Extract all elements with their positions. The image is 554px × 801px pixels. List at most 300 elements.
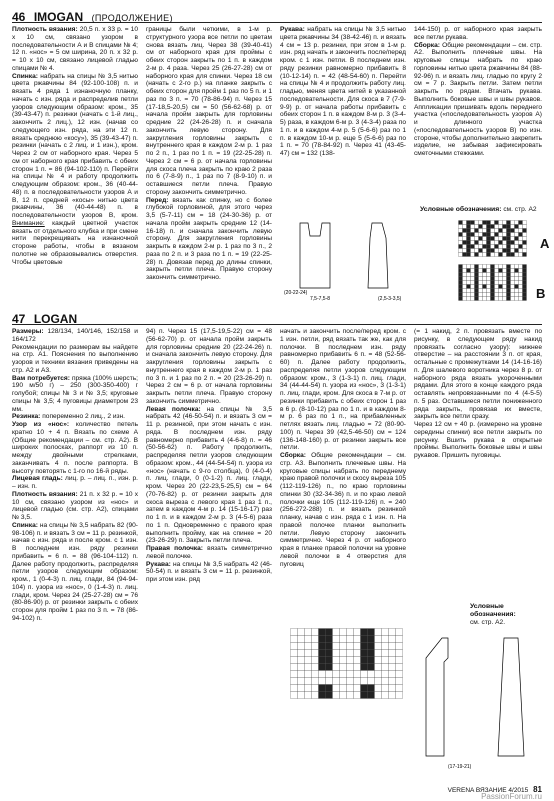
chart-cell (499, 249, 503, 253)
imogan-column-1 (12, 26, 138, 308)
logan-column-1 (12, 328, 138, 790)
chart-cell (475, 225, 479, 229)
chart-cell (396, 671, 403, 678)
chart-cell (463, 269, 467, 273)
chart-cell (467, 273, 471, 277)
chart-cell (396, 629, 403, 636)
chart-cell (305, 650, 312, 657)
chart-cell (515, 225, 519, 229)
chart-cell (495, 229, 499, 233)
chart-cell (487, 297, 491, 301)
chart-cell (491, 269, 495, 273)
chart-cell (491, 273, 495, 277)
chart-cell (319, 678, 326, 685)
chart-cell (382, 657, 389, 664)
chart-cell (499, 297, 503, 301)
chart-cell (333, 650, 340, 657)
chart-cell (483, 245, 487, 249)
chart-cell (523, 289, 527, 293)
chart-cell (312, 643, 319, 650)
chart-cell (491, 229, 495, 233)
chart-cell (298, 678, 305, 685)
chart-cell (503, 253, 507, 257)
chart-cell (523, 221, 527, 225)
chart-cell (519, 289, 523, 293)
chart-cell (326, 629, 333, 636)
chart-cell (361, 671, 368, 678)
chart-cell (361, 664, 368, 671)
chart-cell (523, 225, 527, 229)
chart-cell (503, 249, 507, 253)
logan-col3-paragraph: Сборка: Общие рекомендации – см. стр. А3. Выполнить плечевые швы. На круговые спицы набрать по переднему краю правой полочки и скосу выреза 105 (112-119-126) п., по краю горловины спинки 30 (32-34-36) п. и по краю левой полочки еще 105 (112-119-126) п. = 240 (256-272-288) п. и вязать резинкой планку, начав с изн. ряда с 1 изн. п. На правой полочке планки выполнить петли. Левую сторону закончить симметрично. Через 4 р. от наборного края в планке правой полочки на уровне левой полочки в 4 отверстия для пуговиц (280, 452, 406, 568)
chart-cell (507, 293, 511, 297)
chart-cell (347, 692, 354, 699)
chart-cell (463, 221, 467, 225)
chart-cell (523, 253, 527, 257)
chart-cell (375, 636, 382, 643)
logan-sleeve-bottom: (17-19-21) (448, 764, 472, 770)
chart-cell (319, 685, 326, 692)
chart-cell (326, 636, 333, 643)
logan-col2-paragraph: 94) п. Через 15 (17,5-19,5-22) см = 48 (56-62-70) р. от начала пройм закрыть для горловины средние 20 (22-24-26) п. и сначала закончить левую сторону. Для закругления горловины закрыть с внутреннего края в каждом 2-м р. 1 раз по 3 п. и 1 раз по 2 п. = 20 (23-26-29) п. Через 2 см = 6 р. от начала горловины закрыть петли плеча. Правую сторону закончить симметрично. (146, 328, 272, 405)
chart-cell (340, 650, 347, 657)
chart-cell (298, 650, 305, 657)
logan-column-2 (146, 328, 272, 790)
chart-cell (361, 678, 368, 685)
logan-title: LOGAN (33, 312, 78, 326)
chart-cell (368, 657, 375, 664)
chart-cell (389, 671, 396, 678)
chart-cell (375, 678, 382, 685)
chart-cell (375, 657, 382, 664)
chart-cell (340, 692, 347, 699)
chart-cell (511, 249, 515, 253)
chart-cell (487, 253, 491, 257)
legend-title: Условные обозначения: (420, 206, 502, 213)
chart-cell (463, 241, 467, 245)
chart-cell (475, 281, 479, 285)
chart-cell (479, 281, 483, 285)
chart-cell (507, 233, 511, 237)
chart-cell (491, 285, 495, 289)
chart-cell (507, 277, 511, 281)
chart-cell (382, 692, 389, 699)
chart-cell (487, 241, 491, 245)
chart-cell (507, 289, 511, 293)
chart-cell (515, 245, 519, 249)
chart-cell (396, 636, 403, 643)
chart-cell (519, 293, 523, 297)
chart-cell (475, 293, 479, 297)
chart-cell (471, 237, 475, 241)
chart-cell (312, 671, 319, 678)
chart-cell (495, 221, 499, 225)
chart-cell (499, 285, 503, 289)
chart-cell (459, 253, 463, 257)
chart-cell (326, 685, 333, 692)
chart-cell (507, 229, 511, 233)
chart-cell (515, 277, 519, 281)
chart-cell (503, 273, 507, 277)
chart-cell (495, 293, 499, 297)
chart-cell (503, 293, 507, 297)
chart-cell (382, 678, 389, 685)
chart-cell (467, 233, 471, 237)
chart-cell (459, 221, 463, 225)
chart-cell (495, 225, 499, 229)
chart-cell (291, 650, 298, 657)
chart-cell (333, 657, 340, 664)
chart-cell (511, 289, 515, 293)
chart-cell (389, 692, 396, 699)
chart-cell (459, 233, 463, 237)
chart-cell (519, 229, 523, 233)
chart-cell (475, 273, 479, 277)
chart-cell (340, 685, 347, 692)
chart-cell (354, 685, 361, 692)
chart-cell (519, 221, 523, 225)
chart-cell (333, 685, 340, 692)
chart-cell (483, 277, 487, 281)
chart-cell (333, 692, 340, 699)
chart-cell (382, 636, 389, 643)
chart-cell (491, 277, 495, 281)
chart-cell (503, 237, 507, 241)
chart-cell (523, 249, 527, 253)
chart-cell (298, 636, 305, 643)
chart-cell (483, 297, 487, 301)
chart-cell (507, 285, 511, 289)
chart-cell (471, 253, 475, 257)
chart-cell (326, 692, 333, 699)
chart-cell (312, 678, 319, 685)
chart-cell (382, 671, 389, 678)
chart-cell (291, 629, 298, 636)
imogan-col2-paragraph: Перед: вязать как спинку, но с более глубокой горловиной, для этого через 3,5 (5-7-11) см = 18 (24-30-36) р. от начала пройм закрыть средние 12 (14-16-18) п. и сначала закончить левую сторону. Для закругления горловины закрыть в каждом 2-м р. 1 раз по 3 п., 2 раза по 2 п. и 3 раза по 1 п. = 19 (22-25-28) п. Довязав перед до длины спинки, закрыть петли плеча. Правую сторону закончить симметрично. (146, 196, 272, 281)
logan-col1-paragraph: Лицевая гладь: лиц. р. – лиц. п., изн. р. – изн. п. (12, 475, 138, 490)
chart-cell (375, 692, 382, 699)
chart-cell (389, 629, 396, 636)
chart-cell (340, 629, 347, 636)
chart-cell (467, 285, 471, 289)
chart-cell (519, 277, 523, 281)
chart-cell (340, 678, 347, 685)
chart-cell (483, 241, 487, 245)
chart-cell (354, 664, 361, 671)
chart-cell (487, 233, 491, 237)
chart-cell (326, 671, 333, 678)
chart-cell (467, 229, 471, 233)
chart-cell (523, 277, 527, 281)
chart-cell (511, 281, 515, 285)
chart-cell (382, 643, 389, 650)
chart-cell (483, 221, 487, 225)
chart-cell (483, 293, 487, 297)
logan-number: 47 (12, 312, 26, 326)
chart-cell (319, 636, 326, 643)
chart-cell (375, 671, 382, 678)
chart-cell (519, 285, 523, 289)
chart-cell (467, 277, 471, 281)
chart-cell (491, 221, 495, 225)
chart-cell (471, 269, 475, 273)
chart-cell (354, 650, 361, 657)
chart-cell (479, 229, 483, 233)
chart-cell (467, 249, 471, 253)
chart-cell (382, 685, 389, 692)
chart-cell (495, 281, 499, 285)
chart-cell (326, 657, 333, 664)
chart-cell (503, 297, 507, 301)
chart-cell (326, 664, 333, 671)
chart-cell (511, 277, 515, 281)
page-header (12, 8, 542, 23)
chart-cell (375, 664, 382, 671)
chart-cell (471, 289, 475, 293)
chart-cell (291, 692, 298, 699)
chart-cell (471, 241, 475, 245)
chart-cell (519, 233, 523, 237)
chart-cell (463, 225, 467, 229)
chart-cell (479, 285, 483, 289)
chart-cell (375, 629, 382, 636)
logan-col1-paragraph: Рекомендации по размерам вы найдете на стр. А1. Пояснения по выполнению узоров и техники вязания приведены на стр. А2 и А3. (12, 343, 138, 374)
logan-col1-paragraph: Размеры: 128/134, 140/146, 152/158 и 164/172 (12, 328, 138, 343)
chart-cell (515, 297, 519, 301)
chart-cell (479, 297, 483, 301)
chart-cell (491, 253, 495, 257)
chart-cell (479, 233, 483, 237)
chart-cell (483, 265, 487, 269)
chart-cell (523, 285, 527, 289)
logan-col2-paragraph: Левая полочка: на спицы № 3,5 набрать 42 (46-50-54) п. и вязать 3 см = 11 р. резинкой, при этом начать с изн. ряда. В последнем изн. ряду равномерно прибавить 4 (4-6-8) п. = 46 (50-56-62) п. Работу продолжить, распределяя петли узоров следующим образом: кром., 44 (44-54-54) п. узора из «нос» (начать с 9-го столбца), 0 (4-0-4) п. лиц. глади, 0 (0-1-2) п. лиц. глади, кром. Через 20 (22-23,5-25,5) см = 64 (70-76-82) р. от резинки закрыть для скоса выреза с левого края 1 раз 1 п., затем в каждом 4-м р. 14 (15-16-17) раз по 1 п. и в каждом 2-м р. 3 (4-5-6) раза по 1 п. Одновременно с правого края выполнить пройму, как на спинке = 20 (23-26-29) п. Закрыть петли плеча. (146, 405, 272, 545)
chart-cell (305, 685, 312, 692)
chart-cell (487, 277, 491, 281)
chart-cell (511, 237, 515, 241)
chart-cell (487, 249, 491, 253)
chart-cell (471, 277, 475, 281)
chart-cell (515, 285, 519, 289)
chart-cell (333, 629, 340, 636)
chart-cell (495, 241, 499, 245)
chart-cell (305, 671, 312, 678)
chart-cell (483, 285, 487, 289)
chart-cell (483, 237, 487, 241)
chart-cell (312, 629, 319, 636)
chart-cell (487, 269, 491, 273)
chart-cell (483, 233, 487, 237)
chart-cell (475, 297, 479, 301)
imogan-column-4 (414, 26, 542, 206)
chart-cell (298, 657, 305, 664)
chart-cell (475, 253, 479, 257)
chart-cell (495, 233, 499, 237)
chart-cell (459, 249, 463, 253)
footer-magazine: VERENA ВЯЗАНИЕ 4/2015 (447, 787, 529, 794)
chart-cell (499, 245, 503, 249)
chart-cell (511, 273, 515, 277)
chart-cell (487, 225, 491, 229)
model-title: IMOGAN (33, 10, 84, 24)
chart-cell (354, 671, 361, 678)
imogan-schematic (280, 208, 418, 304)
chart-cell (523, 241, 527, 245)
chart-cell (471, 229, 475, 233)
chart-cell (503, 281, 507, 285)
chart-cell (333, 664, 340, 671)
chart-cell (326, 643, 333, 650)
chart-cell (479, 293, 483, 297)
chart-cell (515, 265, 519, 269)
chart-cell (389, 685, 396, 692)
chart-cell (515, 233, 519, 237)
chart-cell (491, 297, 495, 301)
chart-cell (368, 643, 375, 650)
chart-cell (333, 643, 340, 650)
chart-cell (347, 664, 354, 671)
chart-cell (298, 664, 305, 671)
chart-cell (459, 297, 463, 301)
chart-cell (515, 221, 519, 225)
chart-cell (487, 229, 491, 233)
chart-cell (368, 692, 375, 699)
chart-cell (396, 643, 403, 650)
chart-cell (511, 269, 515, 273)
chart-cell (491, 289, 495, 293)
chart-cell (507, 237, 511, 241)
chart-cell (347, 685, 354, 692)
imogan-col4-paragraph: Сборка: Общие рекомендации – см. стр. А2. Выполнить плечевые швы. На круговые спицы набрать по краю горловины нитью цвета ржавчины 84 (88-92-96) п. и вязать лиц. гладью по кругу 2 см = 7 р. Закрыть петли. Затем петли закрыть по рядам. Втачать рукава. Выполнить боковые швы и швы рукавов. Аппликации пришивать вдоль переднего участка («последовательность узоров А) и длинного участка («последовательность узоров В) по изн. стороне, чтобы дополнительно закрепить изделие, не забывая зафиксировать сметочными стежками. (414, 41, 542, 157)
chart-cell (467, 225, 471, 229)
chart-cell (507, 265, 511, 269)
chart-cell (483, 281, 487, 285)
chart-cell (507, 281, 511, 285)
chart-cell (495, 273, 499, 277)
footer-page: 81 (533, 785, 542, 794)
chart-cell (475, 269, 479, 273)
chart-cell (298, 671, 305, 678)
chart-cell (467, 265, 471, 269)
chart-cell (523, 273, 527, 277)
chart-cell (495, 277, 499, 281)
chart-cell (291, 678, 298, 685)
model-subtitle: (ПРОДОЛЖЕНИЕ) (91, 13, 173, 23)
chart-cell (459, 245, 463, 249)
chart-cell (389, 636, 396, 643)
chart-cell (483, 225, 487, 229)
chart-cell (463, 249, 467, 253)
chart-cell (291, 643, 298, 650)
chart-cell (515, 269, 519, 273)
chart-cell (467, 237, 471, 241)
chart-cell (479, 249, 483, 253)
chart-cell (503, 241, 507, 245)
chart-cell (305, 678, 312, 685)
chart-cell (459, 281, 463, 285)
chart-cell (340, 657, 347, 664)
chart-cell (475, 221, 479, 225)
chart-cell (491, 237, 495, 241)
chart-cell (475, 249, 479, 253)
chart-cell (467, 297, 471, 301)
logan-pattern-chart (290, 628, 408, 706)
chart-cell (503, 221, 507, 225)
chart-cell (499, 289, 503, 293)
chart-cell (503, 269, 507, 273)
chart-cell (368, 629, 375, 636)
chart-cell (499, 277, 503, 281)
chart-cell (479, 237, 483, 241)
chart-cell (507, 253, 511, 257)
pattern-chart-b (458, 264, 530, 304)
chart-cell (499, 241, 503, 245)
chart-cell (463, 253, 467, 257)
chart-cell (511, 253, 515, 257)
logan-col1-paragraph: Вам потребуется: пряжа (100% шерсть; 190 м/50 г) – 250 (300-350-400) г голубой; спицы № 3 и № 3,5; круговые спицы № 3,5; 4 пуговицы диаметром 23 мм. (12, 374, 138, 413)
chart-cell (375, 650, 382, 657)
chart-cell (382, 650, 389, 657)
chart-cell (495, 265, 499, 269)
chart-cell (483, 229, 487, 233)
chart-cell (487, 285, 491, 289)
pattern-label-b: B (536, 286, 546, 301)
chart-cell (467, 245, 471, 249)
chart-cell (495, 289, 499, 293)
chart-cell (487, 293, 491, 297)
logan-col1-paragraph: Плотность вязания: 21 п. х 32 р. = 10 х 10 см, связано узором из «нос» и лицевой гладью (см. стр. А2), спицами № 3,5. (12, 490, 138, 521)
chart-cell (475, 289, 479, 293)
chart-cell (463, 233, 467, 237)
chart-cell (519, 273, 523, 277)
chart-cell (511, 293, 515, 297)
chart-cell (459, 269, 463, 273)
chart-cell (503, 289, 507, 293)
chart-cell (333, 636, 340, 643)
chart-cell (354, 636, 361, 643)
chart-cell (291, 664, 298, 671)
chart-cell (511, 265, 515, 269)
chart-cell (291, 685, 298, 692)
chart-cell (463, 281, 467, 285)
chart-cell (319, 692, 326, 699)
chart-cell (475, 229, 479, 233)
logan-col1-paragraph: Узор из «нос»: количество петель кратно 10 + 4 п. Вязать по схеме А (Общие рекомендации – см. стр. А2). В широких полосках, раппорт из 10 п. между двойными стрелками, заканчивать 4 п. после раппорта. В высоту повторять с 1-го по 16-й ряды. (12, 421, 138, 475)
chart-cell (361, 657, 368, 664)
chart-cell (389, 643, 396, 650)
chart-cell (368, 678, 375, 685)
chart-cell (471, 245, 475, 249)
chart-cell (298, 692, 305, 699)
chart-cell (354, 643, 361, 650)
chart-cell (479, 265, 483, 269)
chart-cell (479, 289, 483, 293)
chart-cell (511, 233, 515, 237)
logan-header (12, 310, 542, 325)
chart-cell (491, 241, 495, 245)
chart-cell (475, 233, 479, 237)
chart-cell (319, 671, 326, 678)
imogan-column-2 (146, 26, 272, 308)
chart-cell (507, 273, 511, 277)
chart-cell (396, 692, 403, 699)
chart-cell (396, 678, 403, 685)
chart-cell (459, 293, 463, 297)
chart-cell (354, 629, 361, 636)
chart-cell (368, 664, 375, 671)
chart-cell (483, 249, 487, 253)
pattern-label-a: A (540, 236, 550, 251)
chart-cell (491, 281, 495, 285)
